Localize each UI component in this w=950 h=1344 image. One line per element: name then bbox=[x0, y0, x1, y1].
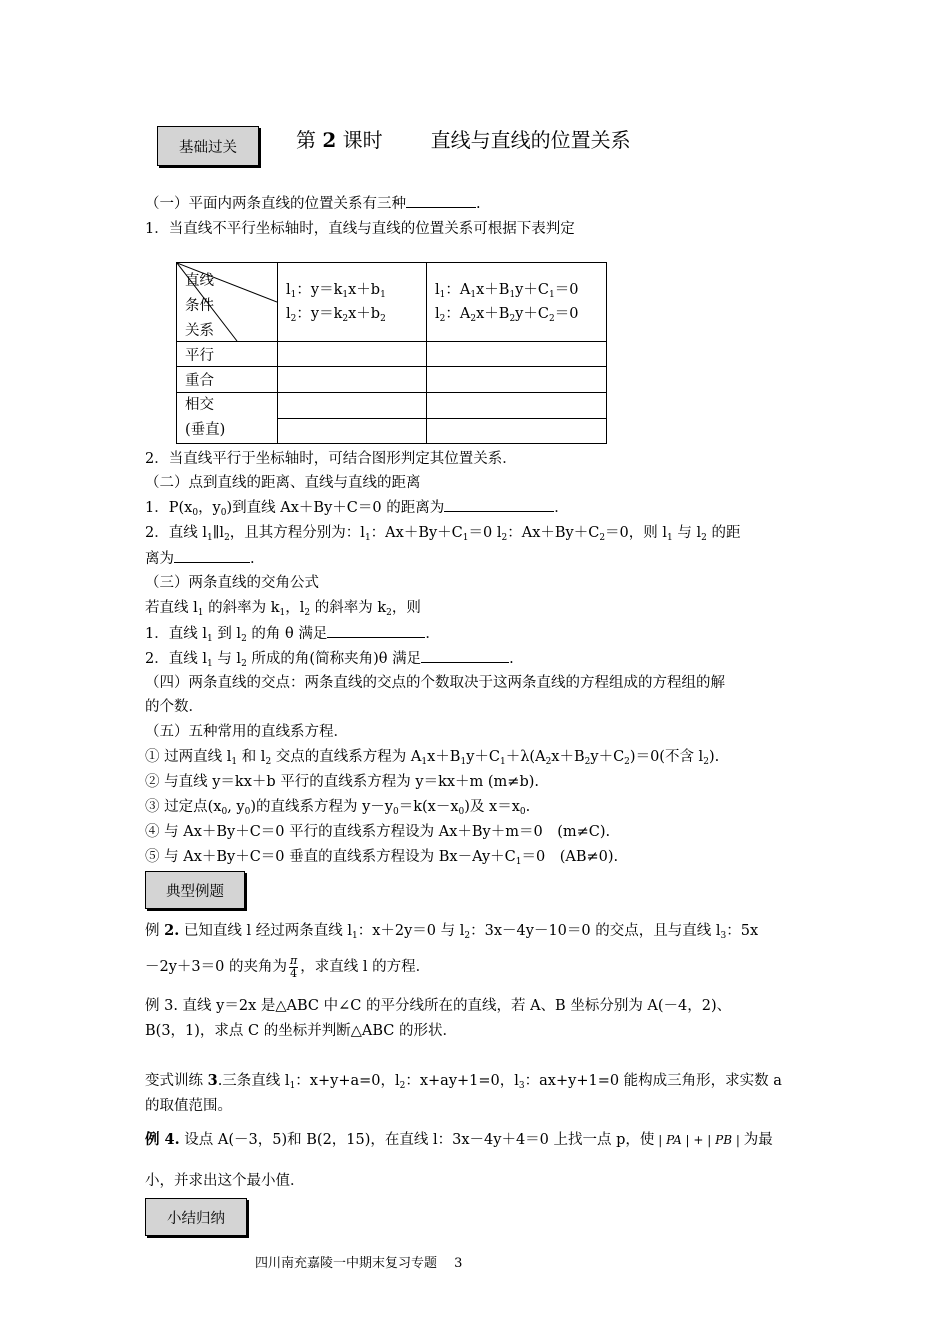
s2-p1: 1．$P(x_0$，$y_0$)到直线 Ax＋By＋C＝0 的距离为 ． bbox=[145, 497, 569, 518]
row-label-coincide: 重合 bbox=[177, 367, 278, 393]
section-tag-examples: 典型例题 bbox=[145, 871, 245, 909]
drill-3-line1: 变式训练 3.三条直线 $l_1$：x+y+a=0，$l_2$：x+ay+1=0，$l_3$：ax+y+1=0 能构成三角形，求实数 a bbox=[145, 1072, 782, 1091]
cell-empty bbox=[278, 367, 427, 393]
s3-intro: （三）两条直线的交角公式 bbox=[145, 575, 319, 591]
s5-intro: （五）五种常用的直线系方程． bbox=[145, 724, 348, 740]
s5-item1: ① 过两直线 $l_1$ 和 $l_2$ 交点的直线系方程为 $A_1x+B_1y+C_1+\lambda(A_2x+B_2y+C_2)=0$(不含 $l_2$). bbox=[145, 749, 720, 767]
s2-p2: 2．直线 $l_1\parallel l_2$，且其方程分别为：$l_1$：$Ax+By+C_1=0$ $l_2$：$Ax+By+C_2=0$，则 $l_1$ 与 $l_2$ 的距 bbox=[145, 525, 741, 543]
section-tag-basics: 基础过关 bbox=[157, 126, 259, 166]
row-label-intersect: 相交 (垂直) bbox=[177, 393, 278, 444]
row-label-parallel: 平行 bbox=[177, 342, 278, 367]
s5-item4: ④ 与 Ax＋By＋C＝0 平行的直线系方程设为 Ax＋By＋m＝0 (m≠C). bbox=[145, 824, 611, 840]
abs-pa-plus-pb: | PA | + | PB | bbox=[654, 1133, 744, 1147]
cell-empty bbox=[278, 393, 427, 419]
section-tag-summary: 小结归纳 bbox=[145, 1198, 247, 1236]
s2-intro: （二）点到直线的距离、直线与直线的距离 bbox=[145, 475, 421, 491]
table-corner: 直线 条件 关系 bbox=[177, 263, 278, 342]
cell-empty bbox=[427, 393, 607, 419]
s4-line2: 的个数． bbox=[145, 699, 203, 715]
s3-p0: 若直线 $l_1$ 的斜率为 $k_1$，$l_2$ 的斜率为 $k_2$，则 bbox=[145, 600, 421, 618]
s1-intro: （一）平面内两条直线的位置关系有三种 . bbox=[145, 193, 481, 214]
example-4-line1: 例 4. 设点 A(－3，5)和 B(2，15)，在直线 l：3x－4y＋4＝0 上找一点 p，使 | PA | + | PB | 为最 bbox=[145, 1131, 773, 1148]
page-title: 第 2 课时 直线与直线的位置关系 bbox=[296, 128, 631, 152]
condition-table bbox=[176, 262, 607, 444]
s5-item3: ③ 过定点($x_0$, $y_0$)的直线系方程为 $y-y_0=k(x-x_0)$及 $x=x_0$. bbox=[145, 799, 531, 817]
example-3-line2: B(3，1)，求点 C 的坐标并判断△ABC 的形状． bbox=[145, 1023, 457, 1039]
example-4-line2: 小，并求出这个最小值． bbox=[145, 1173, 305, 1189]
example-2-line1: 例 2. 已知直线 l 经过两条直线 $l_1$：x＋2y＝0 与 $l_2$：3x－4y－10＝0 的交点，且与直线 $l_3$：5x bbox=[145, 922, 759, 941]
s2-p2-cont: 离为 . bbox=[145, 548, 255, 569]
s1-p2: 2．当直线平行于坐标轴时，可结合图形判定其位置关系． bbox=[145, 451, 517, 467]
s5-item2: ② 与直线 y＝kx＋b 平行的直线系方程为 y＝kx＋m (m≠b). bbox=[145, 774, 539, 790]
fraction-pi-over-4: $\frac{\pi}{4}$ bbox=[289, 953, 298, 980]
cell-empty bbox=[427, 367, 607, 393]
s5-item5: ⑤ 与 Ax＋By＋C＝0 垂直的直线系方程设为 $Bx-Ay+C_1=0$ (AB≠0). bbox=[145, 849, 619, 867]
table-head-general: $l_1$：$A_1x+B_1y+C_1=0$ $l_2$：$A_2x+B_2y+C_2=0$ bbox=[427, 263, 607, 342]
drill-3-line2: 的取值范围。 bbox=[145, 1098, 232, 1114]
cell-empty bbox=[427, 418, 607, 444]
cell-empty bbox=[278, 418, 427, 444]
s3-p1: 1．直线 $l_1$ 到 $l_2$ 的角 θ 满足 ． bbox=[145, 623, 440, 644]
example-3-line1: 例 3. 直线 y＝2x 是△ABC 中∠C 的平分线所在的直线，若 A、B 坐标分别为 A(－4，2)、 bbox=[145, 998, 732, 1014]
s1-p1: 1．当直线不平行坐标轴时，直线与直线的位置关系可根据下表判定 bbox=[145, 221, 575, 237]
example-2-line2: －2y＋3＝0 的夹角为 $\frac{\pi}{4}$ ，求直线 l 的方程． bbox=[145, 953, 431, 980]
table-head-slope: $l_1$：$y=k_1x+b_1$ $l_2$：$y=k_2x+b_2$ bbox=[278, 263, 427, 342]
s4-line1: （四）两条直线的交点：两条直线的交点的个数取决于这两条直线的方程组成的方程组的解 bbox=[145, 675, 725, 691]
cell-empty bbox=[427, 342, 607, 367]
page-footer: 四川南充嘉陵一中期末复习专题 3 bbox=[255, 1256, 463, 1271]
cell-empty bbox=[278, 342, 427, 367]
s3-p2: 2．直线 $l_1$ 与 $l_2$ 所成的角(简称夹角)θ 满足 . bbox=[145, 648, 514, 669]
